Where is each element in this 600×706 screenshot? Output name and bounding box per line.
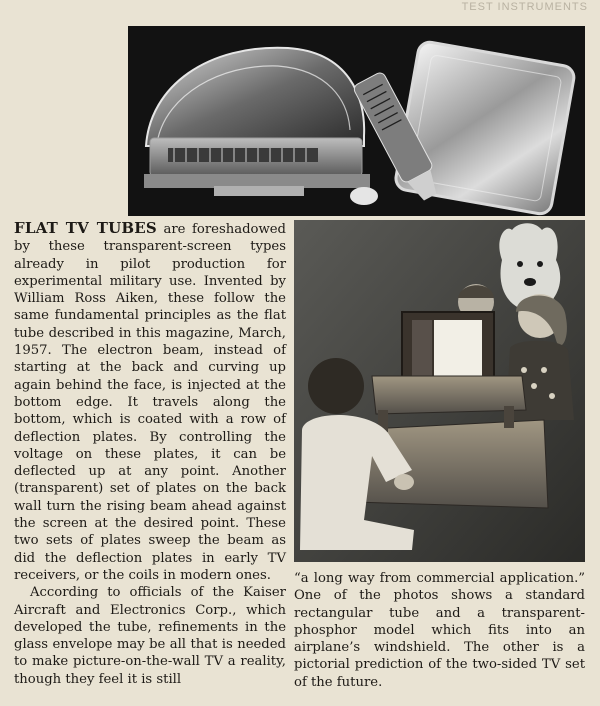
- running-header: TEST INSTRUMENTS: [461, 1, 588, 13]
- flat-tv-tubes-photo: [128, 26, 585, 216]
- article-paragraph-2: According to officials of the Kaiser Aircraft and Electronics Corp., which developed the tube, refinements in the glass envelope may be all that is needed to make picture-on-the-wall TV a reality, though they feel it is still: [14, 585, 286, 687]
- children-watching-tv-photo: [294, 220, 585, 562]
- article-paragraph-1: [14, 220, 286, 584]
- article-lead: FLAT TV TUBES: [14, 219, 157, 237]
- article-right-column: [294, 570, 585, 691]
- article-paragraph-3: “a long way from commercial application.” One of the photos shows a standard rectangular tube and a transparent-phosphor model which fits into an airplane’s windshield. The other is a pictorial prediction of the two-sided TV set of the future.: [294, 571, 585, 690]
- article-left-column: [14, 220, 286, 688]
- article-paragraph-1-body: are foreshadowed by these transparent-screen types already in pilot production for experimental military use. Invented by William Ross Aiken, these follow the same fundamental principles as the flat tube described in this magazine, March, 1957. The electron beam, instead of starting at the back and curving up again behind the face, is injected at the bottom edge. It travels along the bottom, which is coated with a row of deflection plates. By controlling the voltage on these plates, it can be deflected up at any point. Another (transparent) set of plates on the back wall turn the rising beam ahead against the screen at the desired point. These two sets of plates sweep the beam as did the deflection plates in early TV receivers, or the coils in modern ones.: [14, 222, 286, 583]
